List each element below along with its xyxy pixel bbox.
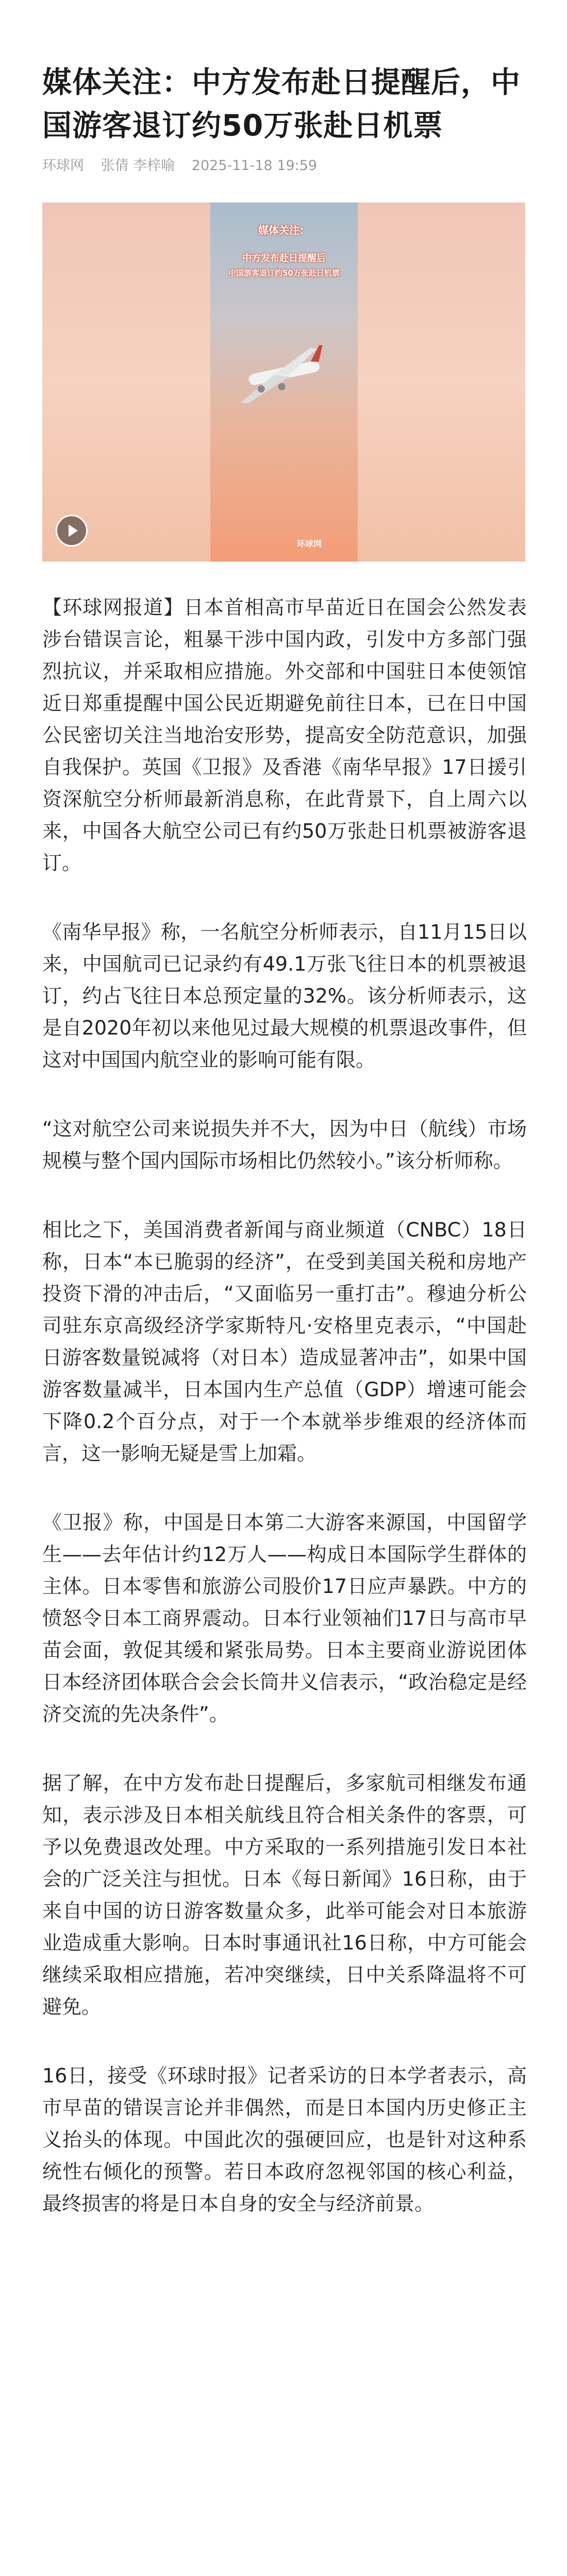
article-paragraph: 相比之下，美国消费者新闻与商业频道（CNBC）18日称，日本“本已脆弱的经济”，在受到美国关税和房地产投资下滑的冲击后，“又面临另一重打击”。穆迪分析公司驻东京高级经济学家斯特凡·安格里克表示，“中国赴日游客数量锐减将（对日本）造成显著冲击”，如果中国游客数量减半，日本国内生产总值（GDP）增速可能会下降0.2个百分点，对于一个本就举步维艰的经济体而言，这一影响无疑是雪上加霜。 [42, 1218, 527, 1465]
video-caption-line2: 中方发布赴日提醒后 [242, 253, 326, 264]
video-watermark-logo: 环球网 [297, 539, 322, 549]
video-player[interactable] [42, 202, 525, 562]
article-authors: 张倩 李梓喻 [101, 158, 175, 174]
article-source[interactable]: 环球网 [42, 158, 84, 174]
article-title: 媒体关注：中方发布赴日提醒后，中国游客退订约50万张赴日机票 [42, 65, 521, 143]
article-paragraph: 16日，接受《环球时报》记者采访的日本学者表示，高市早苗的错误言论并非偶然，而是日本国内历史修正主义抬头的体现。中国此次的强硬回应，也是针对这种系统性右倾化的预警。若日本政府忽视邻国的核心利益，最终损害的将是日本自身的安全与经济前景。 [42, 2064, 527, 2215]
airplane-image [210, 202, 358, 562]
article-paragraph: 【环球网报道】日本首相高市早苗近日在国会公然发表涉台错误言论，粗暴干涉中国内政，引发中方多部门强烈抗议，并采取相应措施。外交部和中国驻日本使领馆近日郑重提醒中国公民近期避免前往日本，已在日中国公民密切关注当地治安形势，提高安全防范意识，加强自我保护。英国《卫报》及香港《南华早报》17日援引资深航空分析师最新消息称，在此背景下，自上周六以来，中国各大航空公司已有约50万张赴日机票被游客退订。 [42, 596, 527, 874]
article-datetime: 2025-11-18 19:59 [191, 158, 318, 174]
article-paragraph: 《南华早报》称，一名航空分析师表示，自11月15日以来，中国航司已记录约有49.1万张飞往日本的机票被退订，约占飞往日本总预定量的32%。该分析师表示，这是自2020年初以来他见过最大规模的机票退改事件，但这对中国国内航空业的影响可能有限。 [42, 921, 527, 1071]
article-paragraph: “这对航空公司来说损失并不大，因为中日（航线）市场规模与整个国内国际市场相比仍然较小。”该分析师称。 [42, 1117, 527, 1172]
video-caption-line3: 中国游客退订约50万张赴日机票 [228, 268, 340, 278]
article-paragraph: 据了解，在中方发布赴日提醒后，多家航司相继发布通知，表示涉及日本相关航线且符合相关条件的客票，可予以免费退改处理。中方采取的一系列措施引发日本社会的广泛关注与担忧。日本《每日新闻》16日称，由于来自中国的访日游客数量众多，此举可能会对日本旅游业造成重大影响。日本时事通讯社16日称，中方可能会继续采取相应措施，若冲突继续，日中关系降温将不可避免。 [42, 1772, 527, 2018]
play-icon [57, 516, 86, 545]
article-paragraph: 《卫报》称，中国是日本第二大游客来源国，中国留学生——去年估计约12万人——构成日本国际学生群体的主体。日本零售和旅游公司股价17日应声暴跌。中方的愤怒令日本工商界震动。日本行业领袖们17日与高市早苗会面，敦促其缓和紧张局势。日本主要商业游说团体日本经济团体联合会会长筒井义信表示，“政治稳定是经济交流的先决条件”。 [42, 1511, 527, 1725]
video-frame [210, 202, 358, 562]
play-button[interactable] [56, 515, 88, 547]
article-body [42, 591, 527, 2257]
article-meta [42, 156, 329, 176]
video-caption-line1: 媒体关注： [258, 224, 310, 236]
